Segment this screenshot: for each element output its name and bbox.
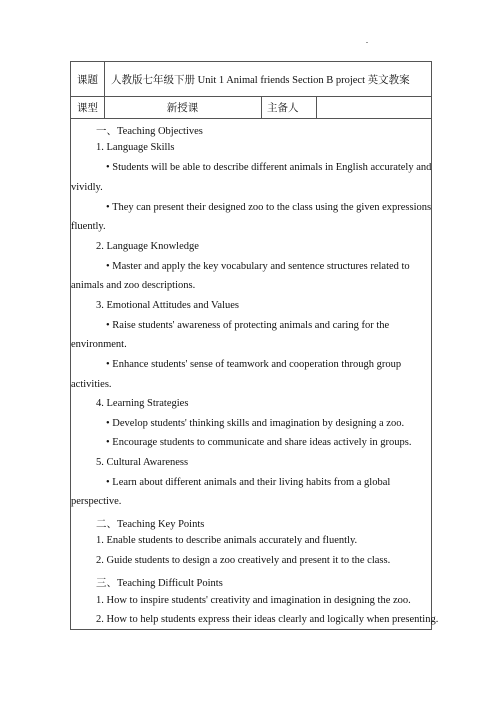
content-line: 2. Language Knowledge: [96, 241, 199, 252]
topic-value: 人教版七年级下册 Unit 1 Animal friends Section B project 英文教案: [111, 74, 410, 86]
content-line: • Learn about different animals and their living habits from a global: [106, 477, 391, 488]
divider: [104, 62, 105, 96]
content-line: fluently.: [71, 221, 106, 232]
content-line: • Master and apply the key vocabulary and sentence structures related to: [106, 261, 410, 272]
content-line: 2. Guide students to design a zoo creatively and present it to the class.: [96, 555, 391, 566]
content-line: 2. How to help students express their ideas clearly and logically when presenting.: [96, 614, 439, 625]
content-line: 5. Cultural Awareness: [96, 457, 189, 468]
type-label: 课型: [77, 102, 98, 114]
content-line: • Enhance students' sense of teamwork and cooperation through group: [106, 359, 402, 370]
content-line: 一、Teaching Objectives: [96, 126, 203, 137]
content-line: • Develop students' thinking skills and imagination by designing a zoo.: [106, 418, 405, 429]
content-line: 三、Teaching Difficult Points: [96, 578, 223, 589]
content-line: 二、Teaching Key Points: [96, 519, 205, 530]
content-line: • Raise students' awareness of protecting animals and caring for the: [106, 320, 390, 331]
preparer-label: 主备人: [267, 102, 299, 114]
content-line: animals and zoo descriptions.: [71, 280, 196, 291]
topic-row: [71, 62, 431, 97]
content-line: 1. Enable students to describe animals accurately and fluently.: [96, 535, 358, 546]
content-line: 4. Learning Strategies: [96, 398, 189, 409]
divider: [261, 96, 262, 118]
content-line: 3. Emotional Attitudes and Values: [96, 300, 240, 311]
topic-label: 课题: [77, 74, 98, 86]
content-line: 1. How to inspire students' creativity and imagination in designing the zoo.: [96, 595, 411, 606]
type-row: [71, 96, 431, 119]
type-value: 新授课: [166, 102, 199, 114]
content-line: perspective.: [71, 496, 122, 507]
page-mark: [366, 42, 368, 43]
lesson-plan-table: [70, 61, 439, 630]
content-line: 1. Language Skills: [96, 142, 175, 153]
content-line: environment.: [71, 339, 127, 350]
content-line: • Encourage students to communicate and share ideas actively in groups.: [106, 437, 412, 448]
content-line: activities.: [71, 379, 112, 390]
content-line: • They can present their designed zoo to the class using the given expressions: [106, 202, 432, 213]
content-line: • Students will be able to describe different animals in English accurately and: [106, 162, 432, 173]
content-line: vividly.: [71, 182, 103, 193]
divider: [316, 96, 317, 118]
